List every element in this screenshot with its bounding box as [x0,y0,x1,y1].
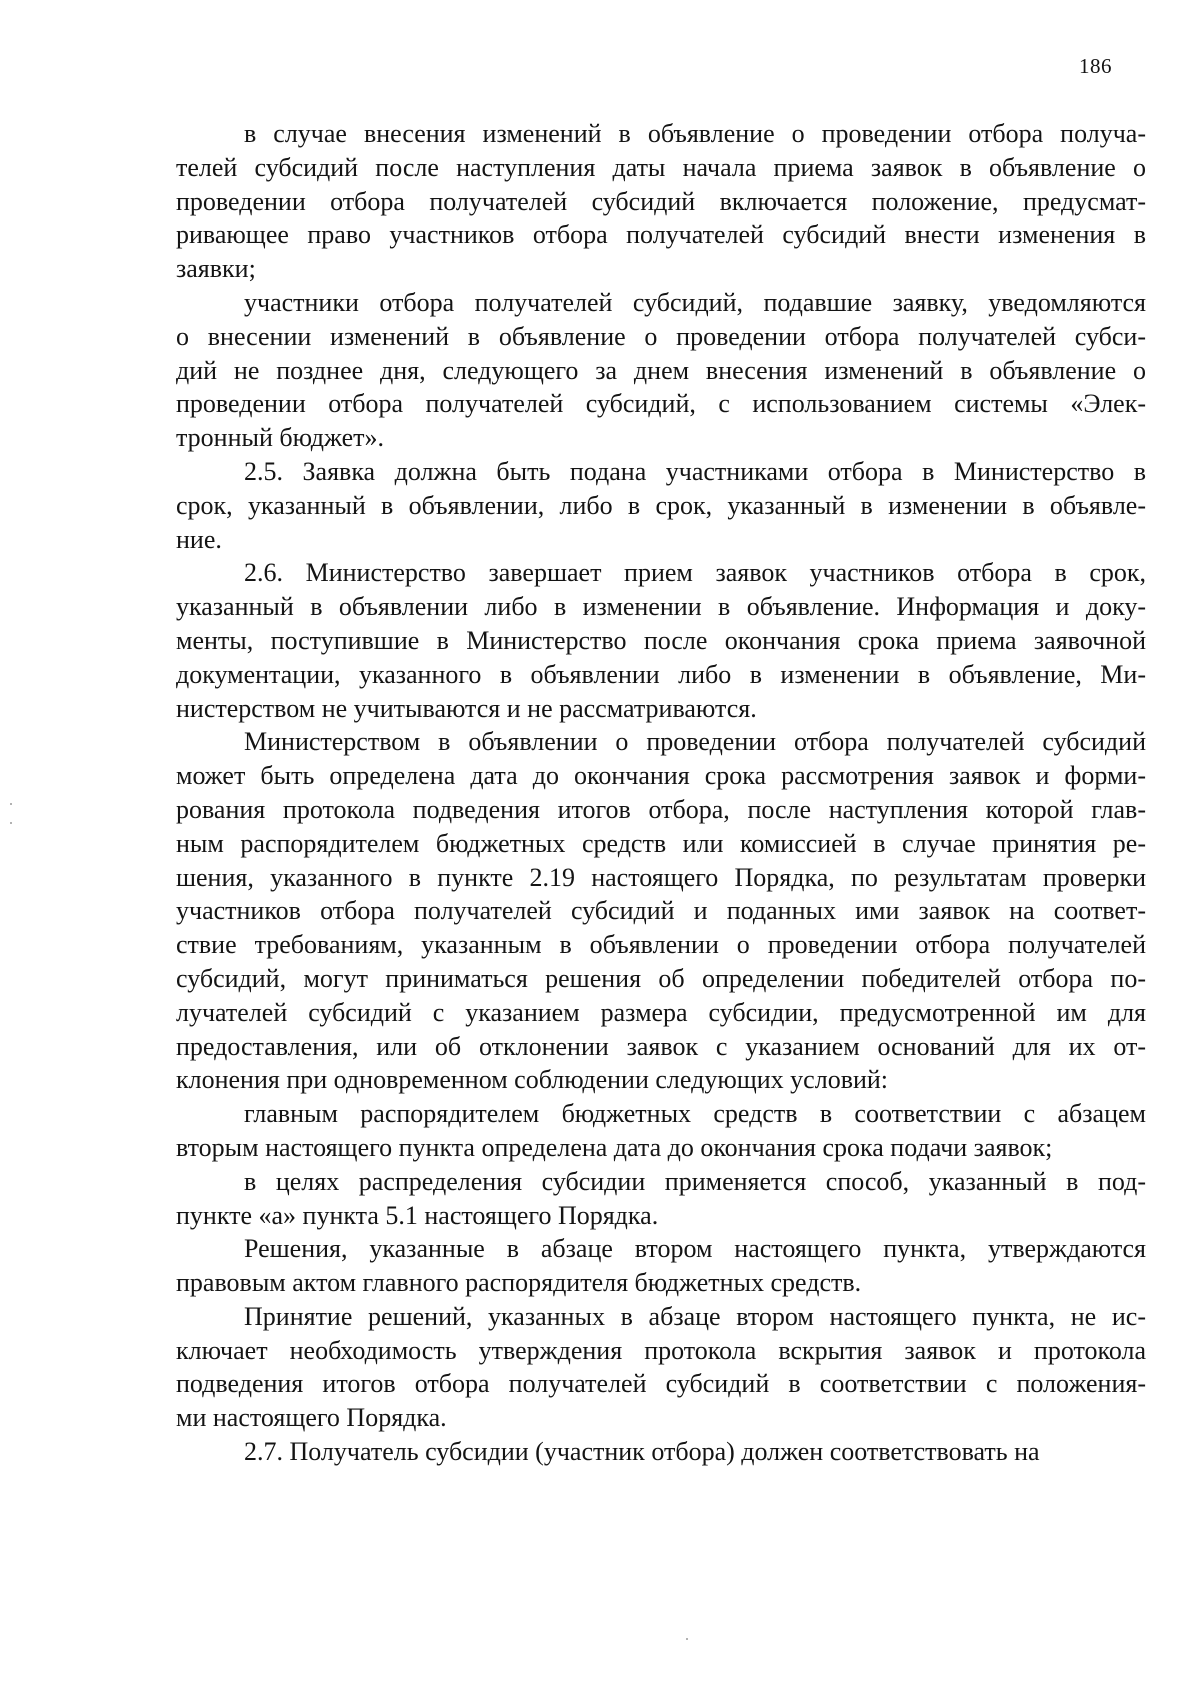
text-line: заявки; [176,254,256,284]
text-line: Министерством в объявлении о проведении отбора получателей субсидий [244,727,1146,757]
paragraph [176,1435,1146,1469]
text-line: вторым настоящего пункта определена дата до окончания срока подачи заявок; [176,1132,1053,1162]
text-line: 2.7. Получатель субсидии (участник отбора) должен соответствовать на [244,1437,1040,1467]
paragraph [176,1232,1146,1300]
text-line: о внесении изменений в объявление о проведении отбора получателей субси- [176,321,1146,351]
text-line: документации, указанного в объявлении либо в изменении в объявление, Ми- [176,659,1146,689]
text-line: субсидий, могут приниматься решения об определении победителей отбора по- [176,963,1146,993]
text-line: участников отбора получателей субсидий и поданных ими заявок на соответ- [176,896,1146,926]
paragraph [176,725,1146,1097]
text-line: клонения при одновременном соблюдении следующих условий: [176,1065,889,1095]
body-text [176,117,1146,1469]
paragraph [176,1300,1146,1435]
paragraph [176,286,1146,455]
text-line: нистерством не учитываются и не рассматриваются. [176,693,757,723]
text-line: Принятие решений, указанных в абзаце втором настоящего пункта, не ис- [244,1301,1146,1331]
text-line: в случае внесения изменений в объявление о проведении отбора получа- [244,119,1146,148]
text-line: подведения итогов отбора получателей субсидий в соответствии с положения- [176,1369,1146,1399]
text-line: дий не позднее дня, следующего за днем внесения изменений в объявление о [176,355,1146,385]
text-line: может быть определена дата до окончания срока рассмотрения заявок и форми- [176,761,1146,791]
text-line: в целях распределения субсидии применяется способ, указанный в под- [244,1166,1146,1196]
text-line: ным распорядителем бюджетных средств или комиссией в случае принятия ре- [176,828,1146,858]
text-line: шения, указанного в пункте 2.19 настоящего Порядка, по результатам проверки [176,862,1146,892]
text-line: ствие требованиям, указанным в объявлении о проведении отбора получателей [176,930,1146,960]
scan-speck [686,1638,688,1640]
paragraph [176,455,1146,556]
paragraph [176,1097,1146,1165]
text-line: Решения, указанные в абзаце втором настоящего пункта, утверждаются [244,1234,1146,1264]
text-line: ние. [176,524,222,554]
text-line: участники отбора получателей субсидий, подавшие заявку, уведомляются [244,287,1146,317]
text-line: ми настоящего Порядка. [176,1403,447,1433]
text-line: проведении отбора получателей субсидий включается положение, предусмат- [176,186,1146,216]
text-line: ривающее право участников отбора получателей субсидий внести изменения в [176,220,1146,250]
text-line: телей субсидий после наступления даты начала приема заявок в объявление о [176,152,1146,182]
text-line: лучателей субсидий с указанием размера субсидии, предусмотренной им для [176,997,1146,1027]
scan-speck [10,822,12,824]
paragraph [176,556,1146,725]
text-line: тронный бюджет». [176,423,384,453]
text-line: менты, поступившие в Министерство после окончания срока приема заявочной [176,625,1146,655]
text-line: рования протокола подведения итогов отбора, после наступления которой глав- [176,794,1146,824]
text-line: указанный в объявлении либо в изменении в объявление. Информация и доку- [176,592,1146,622]
paragraph [176,117,1146,286]
text-line: пункте «а» пункта 5.1 настоящего Порядка. [176,1200,659,1230]
scan-speck [10,803,12,805]
text-line: 2.6. Министерство завершает прием заявок участников отбора в срок, [244,558,1146,588]
text-line: срок, указанный в объявлении, либо в срок, указанный в изменении в объявле- [176,490,1146,520]
text-line: ключает необходимость утверждения протокола вскрытия заявок и протокола [176,1335,1146,1365]
text-line: предоставления, или об отклонении заявок с указанием оснований для их от- [176,1031,1146,1061]
text-line: правовым актом главного распорядителя бюджетных средств. [176,1268,862,1298]
text-line: главным распорядителем бюджетных средств в соответствии с абзацем [244,1099,1146,1129]
text-line: проведении отбора получателей субсидий, с использованием системы «Элек- [176,389,1146,419]
page-number: 186 [1079,54,1112,78]
text-line: 2.5. Заявка должна быть подана участниками отбора в Министерство в [244,456,1146,486]
paragraph [176,1165,1146,1233]
